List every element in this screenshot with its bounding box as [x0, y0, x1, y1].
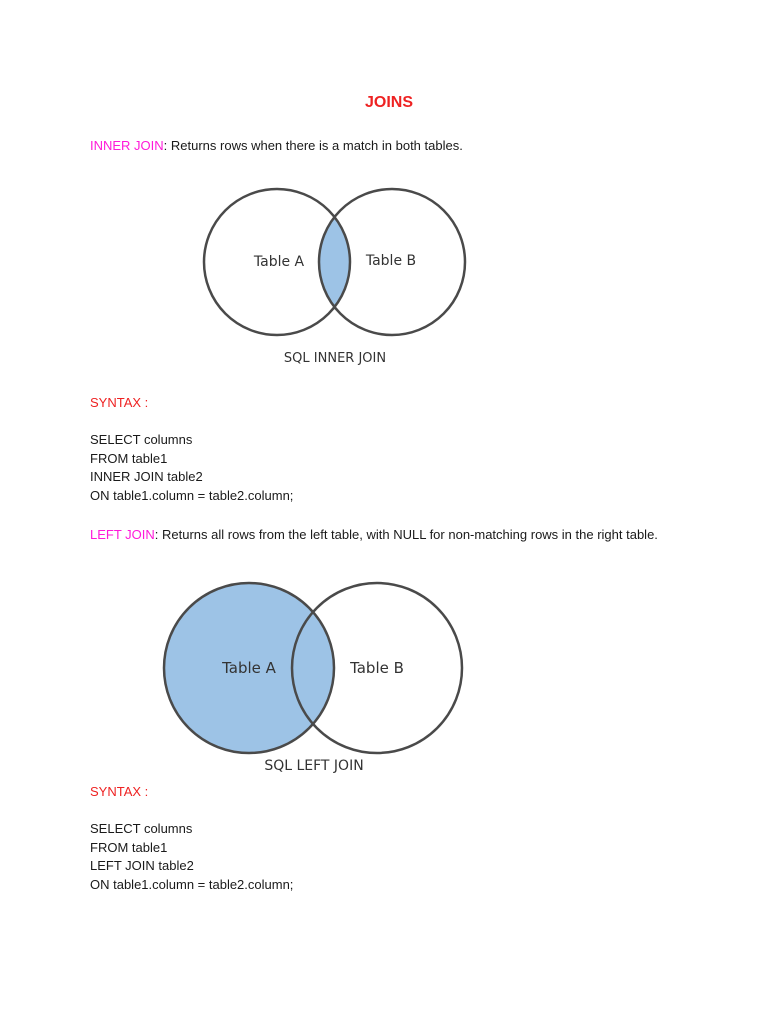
code-line: FROM table1: [90, 450, 168, 466]
inner-join-table-a-label: Table A: [253, 254, 305, 270]
left-join-syntax-label: SYNTAX :: [90, 784, 149, 799]
left-join-table-a-label: Table A: [222, 659, 276, 677]
left-join-caption: SQL LEFT JOIN: [264, 758, 364, 774]
left-join-venn-diagram: [0, 585, 768, 785]
code-line: SELECT columns: [90, 821, 193, 836]
code-line: INNER JOIN table2: [90, 469, 203, 485]
code-line: SELECT columns: [90, 432, 193, 447]
code-line: FROM table1: [90, 839, 168, 855]
inner-join-caption: SQL INNER JOIN: [283, 351, 387, 366]
inner-join-keyword: INNER JOIN: [90, 138, 164, 153]
inner-join-description: [90, 136, 675, 155]
inner-join-syntax-label: SYNTAX :: [90, 395, 149, 410]
left-join-keyword: LEFT JOIN: [90, 527, 155, 542]
left-join-table-b-label: Table B: [350, 659, 404, 677]
inner-join-venn-diagram: [0, 180, 768, 380]
inner-join-code-block: [90, 431, 293, 505]
left-join-code-block: [90, 820, 293, 894]
inner-join-description-text: : Returns rows when there is a match in both tables.: [163, 138, 463, 153]
code-line: ON table1.column = table2.column;: [90, 487, 294, 503]
left-join-description-text: : Returns all rows from the left table, with NULL for non-matching rows in the right table.: [154, 527, 658, 542]
code-line: LEFT JOIN table2: [90, 858, 194, 874]
code-line: ON table1.column = table2.column;: [90, 876, 294, 892]
inner-join-table-b-label: Table B: [365, 253, 417, 269]
page-title: JOINS: [364, 94, 413, 111]
left-join-description: [90, 525, 675, 544]
